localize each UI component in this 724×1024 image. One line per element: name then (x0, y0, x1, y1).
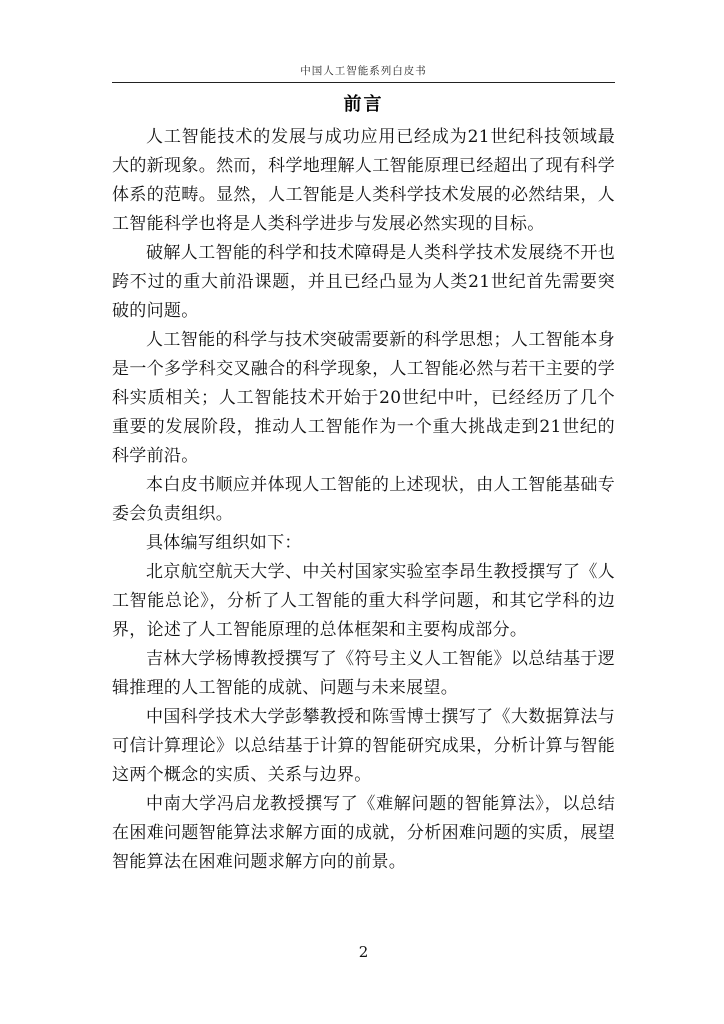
paragraph: 人工智能的科学与技术突破需要新的科学思想；人工智能本身是一个多学科交叉融合的科学现象，人工智能必然与若干主要的学科实质相关；人工智能技术开始于20世纪中叶，已经经历了几个重要的发展阶段，推动人工智能作为一个重大挑战走到21世纪的科学前沿。 (112, 330, 615, 466)
section-title: 前言 (343, 94, 384, 115)
paragraph: 吉林大学杨博教授撰写了《符号主义人工智能》以总结基于逻辑推理的人工智能的成就、问题与未来展望。 (112, 649, 615, 698)
paragraph: 中国科学技术大学彭攀教授和陈雪博士撰写了《大数据算法与可信计算理论》以总结基于计算的智能研究成果，分析计算与智能这两个概念的实质、关系与边界。 (112, 707, 615, 785)
page-number: 2 (358, 943, 369, 961)
paragraph: 北京航空航天大学、中关村国家实验室李昂生教授撰写了《人工智能总论》，分析了人工智能的重大科学问题，和其它学科的边界，论述了人工智能原理的总体框架和主要构成部分。 (112, 562, 615, 640)
paragraph: 本白皮书顺应并体现人工智能的上述现状，由人工智能基础专委会负责组织。 (112, 475, 615, 524)
body-text (112, 123, 615, 877)
paragraph: 破解人工智能的科学和技术障碍是人类科学技术发展绕不开也跨不过的重大前沿课题，并且已经凸显为人类21世纪首先需要突破的问题。 (112, 243, 615, 321)
paragraph: 人工智能技术的发展与成功应用已经成为21世纪科技领域最大的新现象。然而，科学地理解人工智能原理已经超出了现有科学体系的范畴。显然，人工智能是人类科学技术发展的必然结果，人工智能科学也将是人类科学进步与发展必然实现的目标。 (112, 127, 615, 234)
paragraph: 具体编写组织如下： (146, 533, 302, 553)
paragraph: 中南大学冯启龙教授撰写了《难解问题的智能算法》，以总结在困难问题智能算法求解方面的成就，分析困难问题的实质，展望智能算法在困难问题求解方向的前景。 (112, 794, 615, 872)
header-rule (112, 82, 615, 83)
running-header: 中国人工智能系列白皮书 (300, 65, 427, 77)
